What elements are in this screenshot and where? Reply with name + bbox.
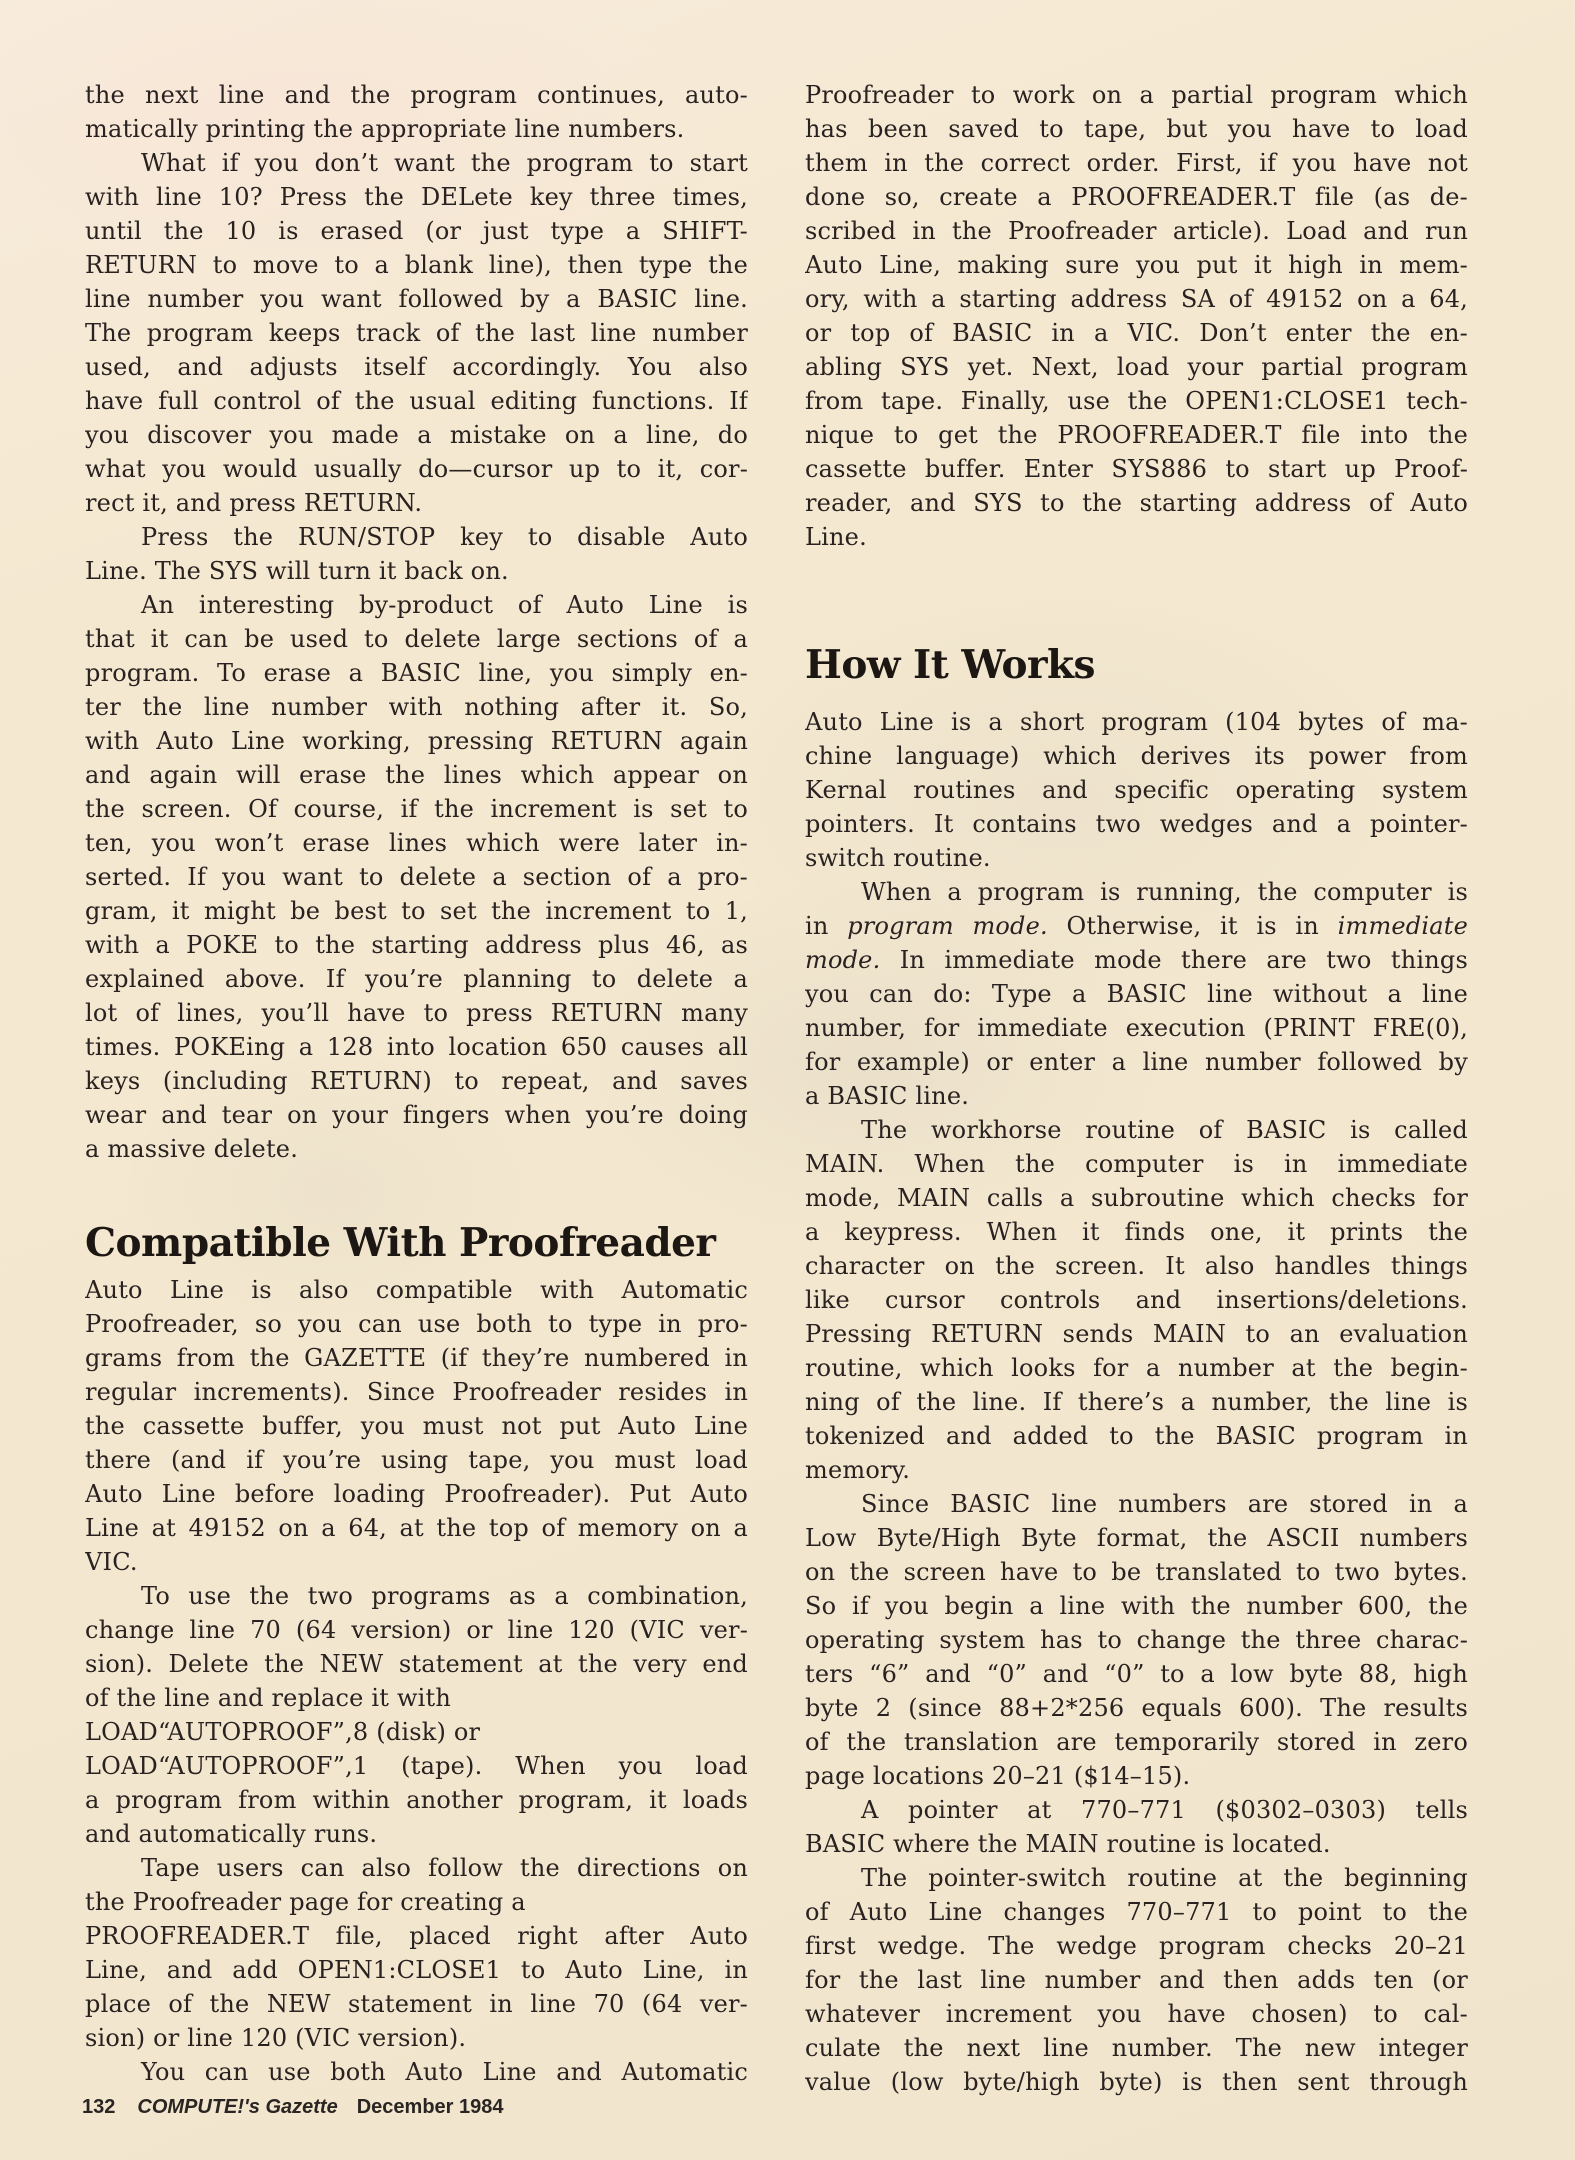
text-line: matically printing the appropriate line numbers. — [85, 115, 685, 143]
text-line: sion) or line 120 (VIC version). — [85, 2024, 467, 2052]
paragraph — [805, 705, 1468, 875]
text-line: Pressing RETURN sends MAIN to an evaluation — [805, 1320, 1468, 1348]
text-line: place of the NEW statement in line 70 (64 ver- — [85, 1990, 748, 2018]
text-line: So if you begin a line with the number 600, the — [805, 1592, 1468, 1620]
text-line: What if you don’t want the program to start — [141, 149, 748, 177]
text-line: Tape users can also follow the directions on — [141, 1854, 748, 1882]
text-line: abling SYS yet. Next, load your partial program — [805, 353, 1468, 381]
text-line: used, and adjusts itself accordingly. You also — [85, 353, 748, 381]
text-line: program. To erase a BASIC line, you simply en- — [85, 659, 748, 687]
text-line: You can use both Auto Line and Automatic — [141, 2058, 748, 2086]
magazine-title: COMPUTE!'s Gazette — [137, 2096, 338, 2118]
text-line: ter the line number with nothing after it. So, — [85, 693, 748, 721]
paragraph — [805, 1861, 1468, 2099]
text-line: with line 10? Press the DELete key three times, — [85, 183, 748, 211]
text-line: the cassette buffer, you must not put Auto Line — [85, 1412, 748, 1440]
text-line: lot of lines, you’ll have to press RETURN many — [85, 999, 748, 1027]
page-number: 132 — [82, 2096, 116, 2118]
text-line: Auto Line, making sure you put it high in mem- — [805, 251, 1468, 279]
section-heading: Compatible With Proofreader — [85, 1220, 716, 1266]
text-line: first wedge. The wedge program checks 20–21 — [805, 1932, 1468, 1960]
text-line: nique to get the PROOFREADER.T file into the — [805, 421, 1468, 449]
text-line: mode, MAIN calls a subroutine which checks for — [805, 1184, 1468, 1212]
text-line: Auto Line is also compatible with Automatic — [85, 1276, 748, 1304]
text-line: done so, create a PROOFREADER.T file (as de- — [805, 183, 1468, 211]
text-line: reader, and SYS to the starting address of Auto — [805, 489, 1468, 517]
paragraph — [85, 146, 748, 520]
text-line: BASIC where the MAIN routine is located. — [805, 1830, 1331, 1858]
text-line: change line 70 (64 version) or line 120 (VIC ver- — [85, 1616, 748, 1644]
text-line: a BASIC line. — [805, 1082, 970, 1110]
text-line: operating system has to change the three charac- — [805, 1626, 1468, 1654]
article-column-left — [85, 78, 748, 2089]
paragraph — [805, 1487, 1468, 1793]
text-line: routine, which looks for a number at the begin- — [805, 1354, 1468, 1382]
text-line: PROOFREADER.T file, placed right after Auto — [85, 1922, 748, 1950]
text-line: wear and tear on your fingers when you’re doing — [85, 1101, 748, 1129]
text-line: until the 10 is erased (or just type a SHIFT- — [85, 217, 748, 245]
text-line: value (low byte/high byte) is then sent through — [805, 2068, 1468, 2096]
text-line: times. POKEing a 128 into location 650 causes all — [85, 1033, 748, 1061]
text-line: number, for immediate execution (PRINT FRE(0), — [805, 1014, 1468, 1042]
paragraph — [805, 875, 1468, 1113]
text-line: Line, and add OPEN1:CLOSE1 to Auto Line, in — [85, 1956, 748, 1984]
text-line: VIC. — [85, 1548, 138, 1576]
issue-date: December 1984 — [356, 2096, 504, 2118]
paragraph — [85, 2055, 748, 2089]
paragraph — [85, 1851, 748, 2055]
text-line: byte 2 (since 88+2*256 equals 600). The results — [805, 1694, 1468, 1722]
text-line: or top of BASIC in a VIC. Don’t enter the en- — [805, 319, 1468, 347]
paragraph — [805, 1113, 1468, 1487]
text-line: Since BASIC line numbers are stored in a — [861, 1490, 1468, 1518]
text-line: Line. The SYS will turn it back on. — [85, 557, 509, 585]
text-line: The pointer-switch routine at the beginning — [861, 1864, 1468, 1892]
text-line: Press the RUN/STOP key to disable Auto — [141, 523, 748, 551]
text-line: culate the next line number. The new integer — [805, 2034, 1468, 2062]
text-line: LOAD“AUTOPROOF”,1 (tape). When you load — [85, 1752, 748, 1780]
text-line: the screen. Of course, if the increment is set to — [85, 795, 748, 823]
text-line: keys (including RETURN) to repeat, and saves — [85, 1067, 748, 1095]
text-line: ten, you won’t erase lines which were later in- — [85, 829, 748, 857]
paragraph — [85, 520, 748, 588]
text-line: and automatically runs. — [85, 1820, 378, 1848]
section-heading: How It Works — [805, 642, 1096, 688]
text-line: An interesting by-product of Auto Line is — [141, 591, 748, 619]
paragraph — [805, 78, 1468, 554]
text-line: serted. If you want to delete a section of a pro- — [85, 863, 748, 891]
text-line: what you would usually do—cursor up to it, cor- — [85, 455, 748, 483]
text-line: whatever increment you have chosen) to cal- — [805, 2000, 1468, 2028]
text-line: To use the two programs as a combination, — [141, 1582, 748, 1610]
text-line: page locations 20–21 ($14–15). — [805, 1762, 1191, 1790]
text-line: switch routine. — [805, 844, 991, 872]
text-line: with a POKE to the starting address plus 46, as — [85, 931, 748, 959]
text-line: Proofreader, so you can use both to type in pro- — [85, 1310, 748, 1338]
text-line: Kernal routines and specific operating system — [805, 776, 1468, 804]
text-line: that it can be used to delete large sections of a — [85, 625, 748, 653]
text-line: and again will erase the lines which appear on — [85, 761, 748, 789]
text-line: LOAD“AUTOPROOF”,8 (disk) or — [85, 1718, 481, 1746]
text-line: ning of the line. If there’s a number, the line is — [805, 1388, 1468, 1416]
text-line: from tape. Finally, use the OPEN1:CLOSE1 tech- — [805, 387, 1468, 415]
text-line: line number you want followed by a BASIC line. — [85, 285, 748, 313]
text-line: with Auto Line working, pressing RETURN again — [85, 727, 748, 755]
text-line: When a program is running, the computer is — [861, 878, 1468, 906]
paragraph — [85, 588, 748, 1166]
text-line: a massive delete. — [85, 1135, 299, 1163]
paragraph — [85, 1273, 748, 1579]
text-line: for example) or enter a line number followed by — [805, 1048, 1468, 1076]
text-line: there (and if you’re using tape, you must load — [85, 1446, 748, 1474]
text-line: a program from within another program, it loads — [85, 1786, 748, 1814]
text-line: explained above. If you’re planning to delete a — [85, 965, 748, 993]
text-line: The workhorse routine of BASIC is called — [861, 1116, 1468, 1144]
text-line: grams from the GAZETTE (if they’re numbered in — [85, 1344, 748, 1372]
text-line: in program mode. Otherwise, it is in immediate — [805, 912, 1468, 940]
text-line: for the last line number and then adds ten (or — [805, 1966, 1468, 1994]
text-line: gram, it might be best to set the increment to 1, — [85, 897, 748, 925]
paragraph — [805, 1793, 1468, 1861]
text-line: cassette buffer. Enter SYS886 to start up Proof- — [805, 455, 1468, 483]
text-line: them in the correct order. First, if you have not — [805, 149, 1468, 177]
text-line: Auto Line is a short program (104 bytes of ma- — [805, 708, 1468, 736]
text-line: like cursor controls and insertions/deletions. — [805, 1286, 1468, 1314]
text-line: Proofreader to work on a partial program which — [805, 81, 1468, 109]
text-line: mode. In immediate mode there are two things — [805, 946, 1468, 974]
text-line: the Proofreader page for creating a — [85, 1888, 526, 1916]
text-line: regular increments). Since Proofreader resides in — [85, 1378, 748, 1406]
text-line: pointers. It contains two wedges and a pointer- — [805, 810, 1468, 838]
text-line: of Auto Line changes 770–771 to point to the — [805, 1898, 1468, 1926]
text-line: Line at 49152 on a 64, at the top of memory on a — [85, 1514, 748, 1542]
text-line: has been saved to tape, but you have to load — [805, 115, 1468, 143]
text-line: A pointer at 770–771 ($0302–0303) tells — [861, 1796, 1468, 1824]
text-line: Low Byte/High Byte format, the ASCII numbers — [805, 1524, 1468, 1552]
text-line: Auto Line before loading Proofreader). Put Auto — [85, 1480, 748, 1508]
text-line: ters “6” and “0” and “0” to a low byte 88, high — [805, 1660, 1468, 1688]
text-line: rect it, and press RETURN. — [85, 489, 423, 517]
text-line: ory, with a starting address SA of 49152 on a 64, — [805, 285, 1468, 313]
text-line: scribed in the Proofreader article). Load and run — [805, 217, 1468, 245]
text-line: of the translation are temporarily stored in zero — [805, 1728, 1468, 1756]
text-line: tokenized and added to the BASIC program in — [805, 1422, 1468, 1450]
text-line: have full control of the usual editing functions. If — [85, 387, 748, 415]
text-line: you can do: Type a BASIC line without a line — [805, 980, 1468, 1008]
paragraph — [85, 1579, 748, 1851]
text-line: MAIN. When the computer is in immediate — [805, 1150, 1468, 1178]
text-line: you discover you made a mistake on a line, do — [85, 421, 748, 449]
text-line: character on the screen. It also handles things — [805, 1252, 1468, 1280]
paragraph — [85, 78, 748, 146]
article-column-right — [805, 78, 1468, 2099]
text-line: sion). Delete the NEW statement at the very end — [85, 1650, 748, 1678]
text-line: memory. — [805, 1456, 911, 1484]
text-line: a keypress. When it finds one, it prints the — [805, 1218, 1468, 1246]
text-line: chine language) which derives its power from — [805, 742, 1468, 770]
text-line: RETURN to move to a blank line), then type the — [85, 251, 748, 279]
text-line: on the screen have to be translated to two bytes. — [805, 1558, 1468, 1586]
text-line: the next line and the program continues, auto- — [85, 81, 748, 109]
text-line: of the line and replace it with — [85, 1684, 452, 1712]
page-footer — [82, 2096, 504, 2119]
text-line: Line. — [805, 523, 867, 551]
text-line: The program keeps track of the last line number — [85, 319, 748, 347]
